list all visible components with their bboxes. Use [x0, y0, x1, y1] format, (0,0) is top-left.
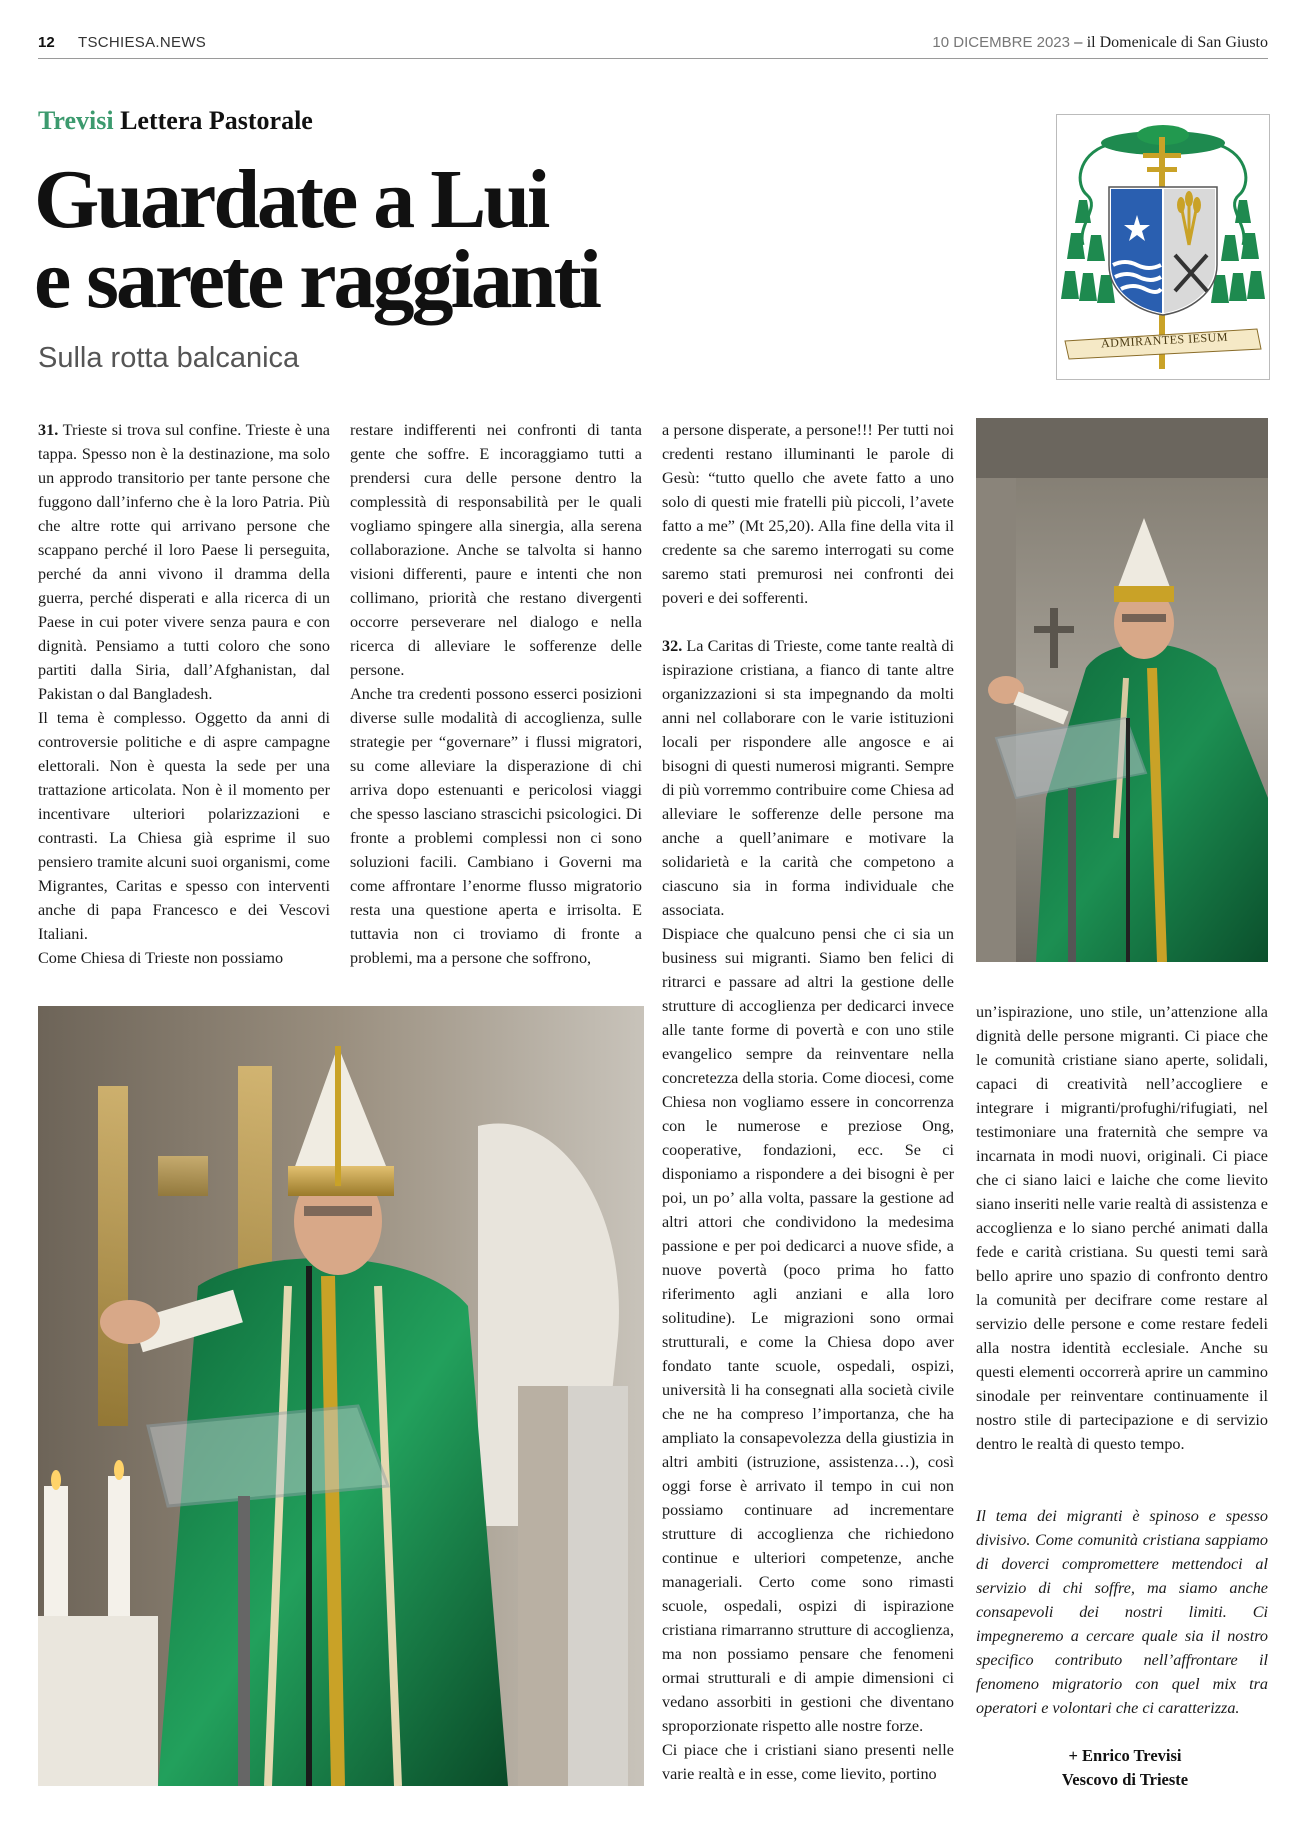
- page-number: 12: [38, 34, 55, 51]
- publication-name: il Domenicale di San Giusto: [1086, 34, 1268, 51]
- kicker-section: Lettera Pastorale: [120, 106, 313, 135]
- issue-info: [932, 34, 1268, 52]
- photo-bishop-right: [976, 418, 1268, 962]
- paragraph: a persone disperate, a persone!!! Per tutti noi credenti restano illuminanti le parole di Gesù: “tutto quello che avete fatto a uno solo di questi mie fratelli più piccoli, l’avete fatto a me” (Mt 25,20). Alla fine della vita il credente sa che saremo interrogati su come saremo stati premurosi nei confronti dei poveri e dei sofferenti.: [662, 421, 954, 607]
- photo-bishop-left: [38, 1006, 644, 1786]
- kicker-place: Trevisi: [38, 106, 114, 135]
- issue-date: 10 DICEMBRE 2023: [932, 34, 1070, 51]
- paragraph: Come Chiesa di Trieste non possiamo: [38, 949, 284, 967]
- paragraph: [662, 634, 954, 922]
- paragraph: restare indifferenti nei confronti di tanta gente che soffre. E incoraggiamo tutti a prendersi cura delle persone dentro la complessità di responsabilità per le quali vogliamo spingere alla sinergia, alla serena collaborazione. Anche se talvolta si hanno visioni differenti, paure e intenti che non collimano, priorità che restano divergenti occorre perseverare nel dialogo e nella ricerca di alleviare le sofferenze delle persone.: [350, 421, 642, 679]
- issue-separator: –: [1070, 34, 1087, 51]
- headline-line-1: Guardate a Lui: [34, 153, 548, 246]
- kicker: [38, 106, 313, 136]
- paragraph: Anche tra credenti possono esserci posizioni diverse sulle modalità di accoglienza, sulle strategie per “governare” i flussi migratori, su come alleviare la disperazione di chi arriva dopo estenuanti e pericolosi viaggi che spesso lasciano strascichi psicologici. Di fronte a problemi complessi non ci sono soluzioni facili. Cambiano i Governi ma come affrontare l’enorme flusso migratorio resta una questione aperta e irrisolta. E tuttavia non ci troviamo di fronte a problemi, ma a persone che soffrono,: [350, 685, 642, 967]
- paragraph-number: 32.: [662, 637, 683, 655]
- bishop-preaching-photo-icon: [38, 1006, 644, 1786]
- paragraph: Ci piace che i cristiani siano presenti nelle varie realtà e in esse, come lievito, portino: [662, 1741, 954, 1783]
- closing-paragraph: Il tema dei migranti è spinoso e spesso divisivo. Come comunità cristiana sappiamo di doverci compromettere mettendoci al servizio di chi soffre, ma siamo anche consapevoli dei nostri limiti. Ci impegneremo a cercare quale sia il nostro specifico contributo nell’affrontare il fenomeno migratorio con quel mix tra operatori e volontari che ci caratterizza.: [976, 1507, 1268, 1717]
- bishop-photo-icon: [976, 418, 1268, 962]
- paragraph-number: 31.: [38, 421, 59, 439]
- paragraph: un’ispirazione, uno stile, un’attenzione alla dignità delle persone migranti. Ci piace che le comunità cristiane siano aperte, solidali, capaci di creatività nell’accogliere e integrare i migranti/profughi/rifugiati, nel testimoniare una fraternità che sempre va incarnata in modi nuovi, originali. Ci piace che ci siano laici e laiche che come lievito siano inseriti nelle varie realtà di assistenza e accoglienza e lo siano perché animati dalla fede e carità cristiana. Su questi temi sarà bello aprire uno spazio di confronto dentro la comunità per decifrare come restare al servizio delle persone e come restare fedeli alla nostra identità ecclesiale. Anche su questi elementi occorrerà aprire un cammino sinodale per reinventare continuamente il nostro stile di partecipazione e di servizio dentro le realtà di questo tempo.: [976, 1003, 1268, 1453]
- headline-line-2: e sarete raggianti: [34, 233, 599, 326]
- crest-motto: ADMIRANTES IESUM: [1100, 329, 1229, 351]
- paragraph: [38, 418, 330, 706]
- article-column-2: [350, 418, 642, 970]
- headline: [34, 153, 1034, 326]
- signature-title: Vescovo di Trieste: [1061, 1770, 1189, 1789]
- paragraph-text: La Caritas di Trieste, come tante realtà di ispirazione cristiana, a fianco di tante altre organizzazioni si sta impegnando da molti anni nel collaborare con le varie istituzioni locali per rispondere alle angosce e ai bisogni di questi numerosi migranti. Sempre di più vorremmo contribuire come Chiesa ad alleviare le sofferenze delle persone ma anche a quell’animare e motivare la solidarietà e la carità che competono a ciascuno sia in forma individuale che associata.: [662, 637, 954, 919]
- article-column-3: [662, 418, 954, 1786]
- article-column-4: [976, 1000, 1268, 1456]
- site-name: TSCHIESA.NEWS: [78, 34, 207, 51]
- subheadline: Sulla rotta balcanica: [38, 342, 300, 374]
- coat-of-arms: [1056, 114, 1270, 380]
- signature: [980, 1744, 1270, 1792]
- paragraph: Dispiace che qualcuno pensi che ci sia un business sui migranti. Siamo ben felici di ritrarci e passare ad altri la gestione delle strutture di accoglienza per dedicarci invece alle tante forme di povertà e con uno stile evangelico sempre da reinventare nella concretezza della storia. Come diocesi, come Chiesa non vogliamo essere in concorrenza con le numerose e preziose Ong, cooperative, fondazioni, ecc. Se ci disponiamo a rispondere a dei bisogni è per poi, un po’ alla volta, passare la gestione ad altri attori che condividono la medesima passione e per poi dedicarci a nuove sfide, a nuove povertà (poco prima ho fatto riferimento agli anziani e alla loro solitudine). Le migrazioni sono ormai strutturali, e come la Chiesa dopo aver fondato tante scuole, ospedali, ospizi, università li ha consegnati alla società civile che ne ha compreso l’importanza, che ha ampliato la consapevolezza della giustizia in altri ambiti (istruzione, assistenza…), così oggi forse è arrivato il tempo in cui non possiamo continuare ad incrementare strutture di accoglienza che richiedono continue e ulteriori competenze, anche manageriali. Certo come sono rimasti scuole, ospedali, ospizi di ispirazione cristiana rimarranno strutture di accoglienza, ma non possiamo pensare che fenomeni ormai strutturali e di ampie dimensioni ci vedano assorbiti in gestioni che diventano sproporzionate rispetto alle nostre forze.: [662, 925, 954, 1735]
- article-column-1: [38, 418, 330, 970]
- page-header: [38, 30, 1268, 59]
- paragraph-text: Trieste si trova sul confine. Trieste è una tappa. Spesso non è la destinazione, ma solo un approdo transitorio per tante persone che fuggono dall’inferno che è la loro Patria. Più che altre rotte qui arrivano persone che scappano perché il loro Paese li perseguita, perché da anni vivono il dramma della guerra, perché disperati e alla ricerca di un Paese in cui poter vivere senza paura e con dignità. Pensiamo a tutti coloro che sono partiti dalla Siria, dall’Afghanistan, dal Pakistan o dal Bangladesh.: [38, 421, 330, 703]
- signature-name: + Enrico Trevisi: [1068, 1746, 1182, 1765]
- closing-note: [976, 1504, 1268, 1720]
- paragraph: Il tema è complesso. Oggetto da anni di controversie politiche e di aspre campagne elettorali. Non è questa la sede per una trattazione articolata. Non è il momento per incentivare ulteriori polarizzazioni e contrasti. La Chiesa già esprime il suo pensiero tramite alcuni suoi organismi, come Migrantes, Caritas e spesso con interventi anche di papa Francesco e dei Vescovi Italiani.: [38, 709, 330, 943]
